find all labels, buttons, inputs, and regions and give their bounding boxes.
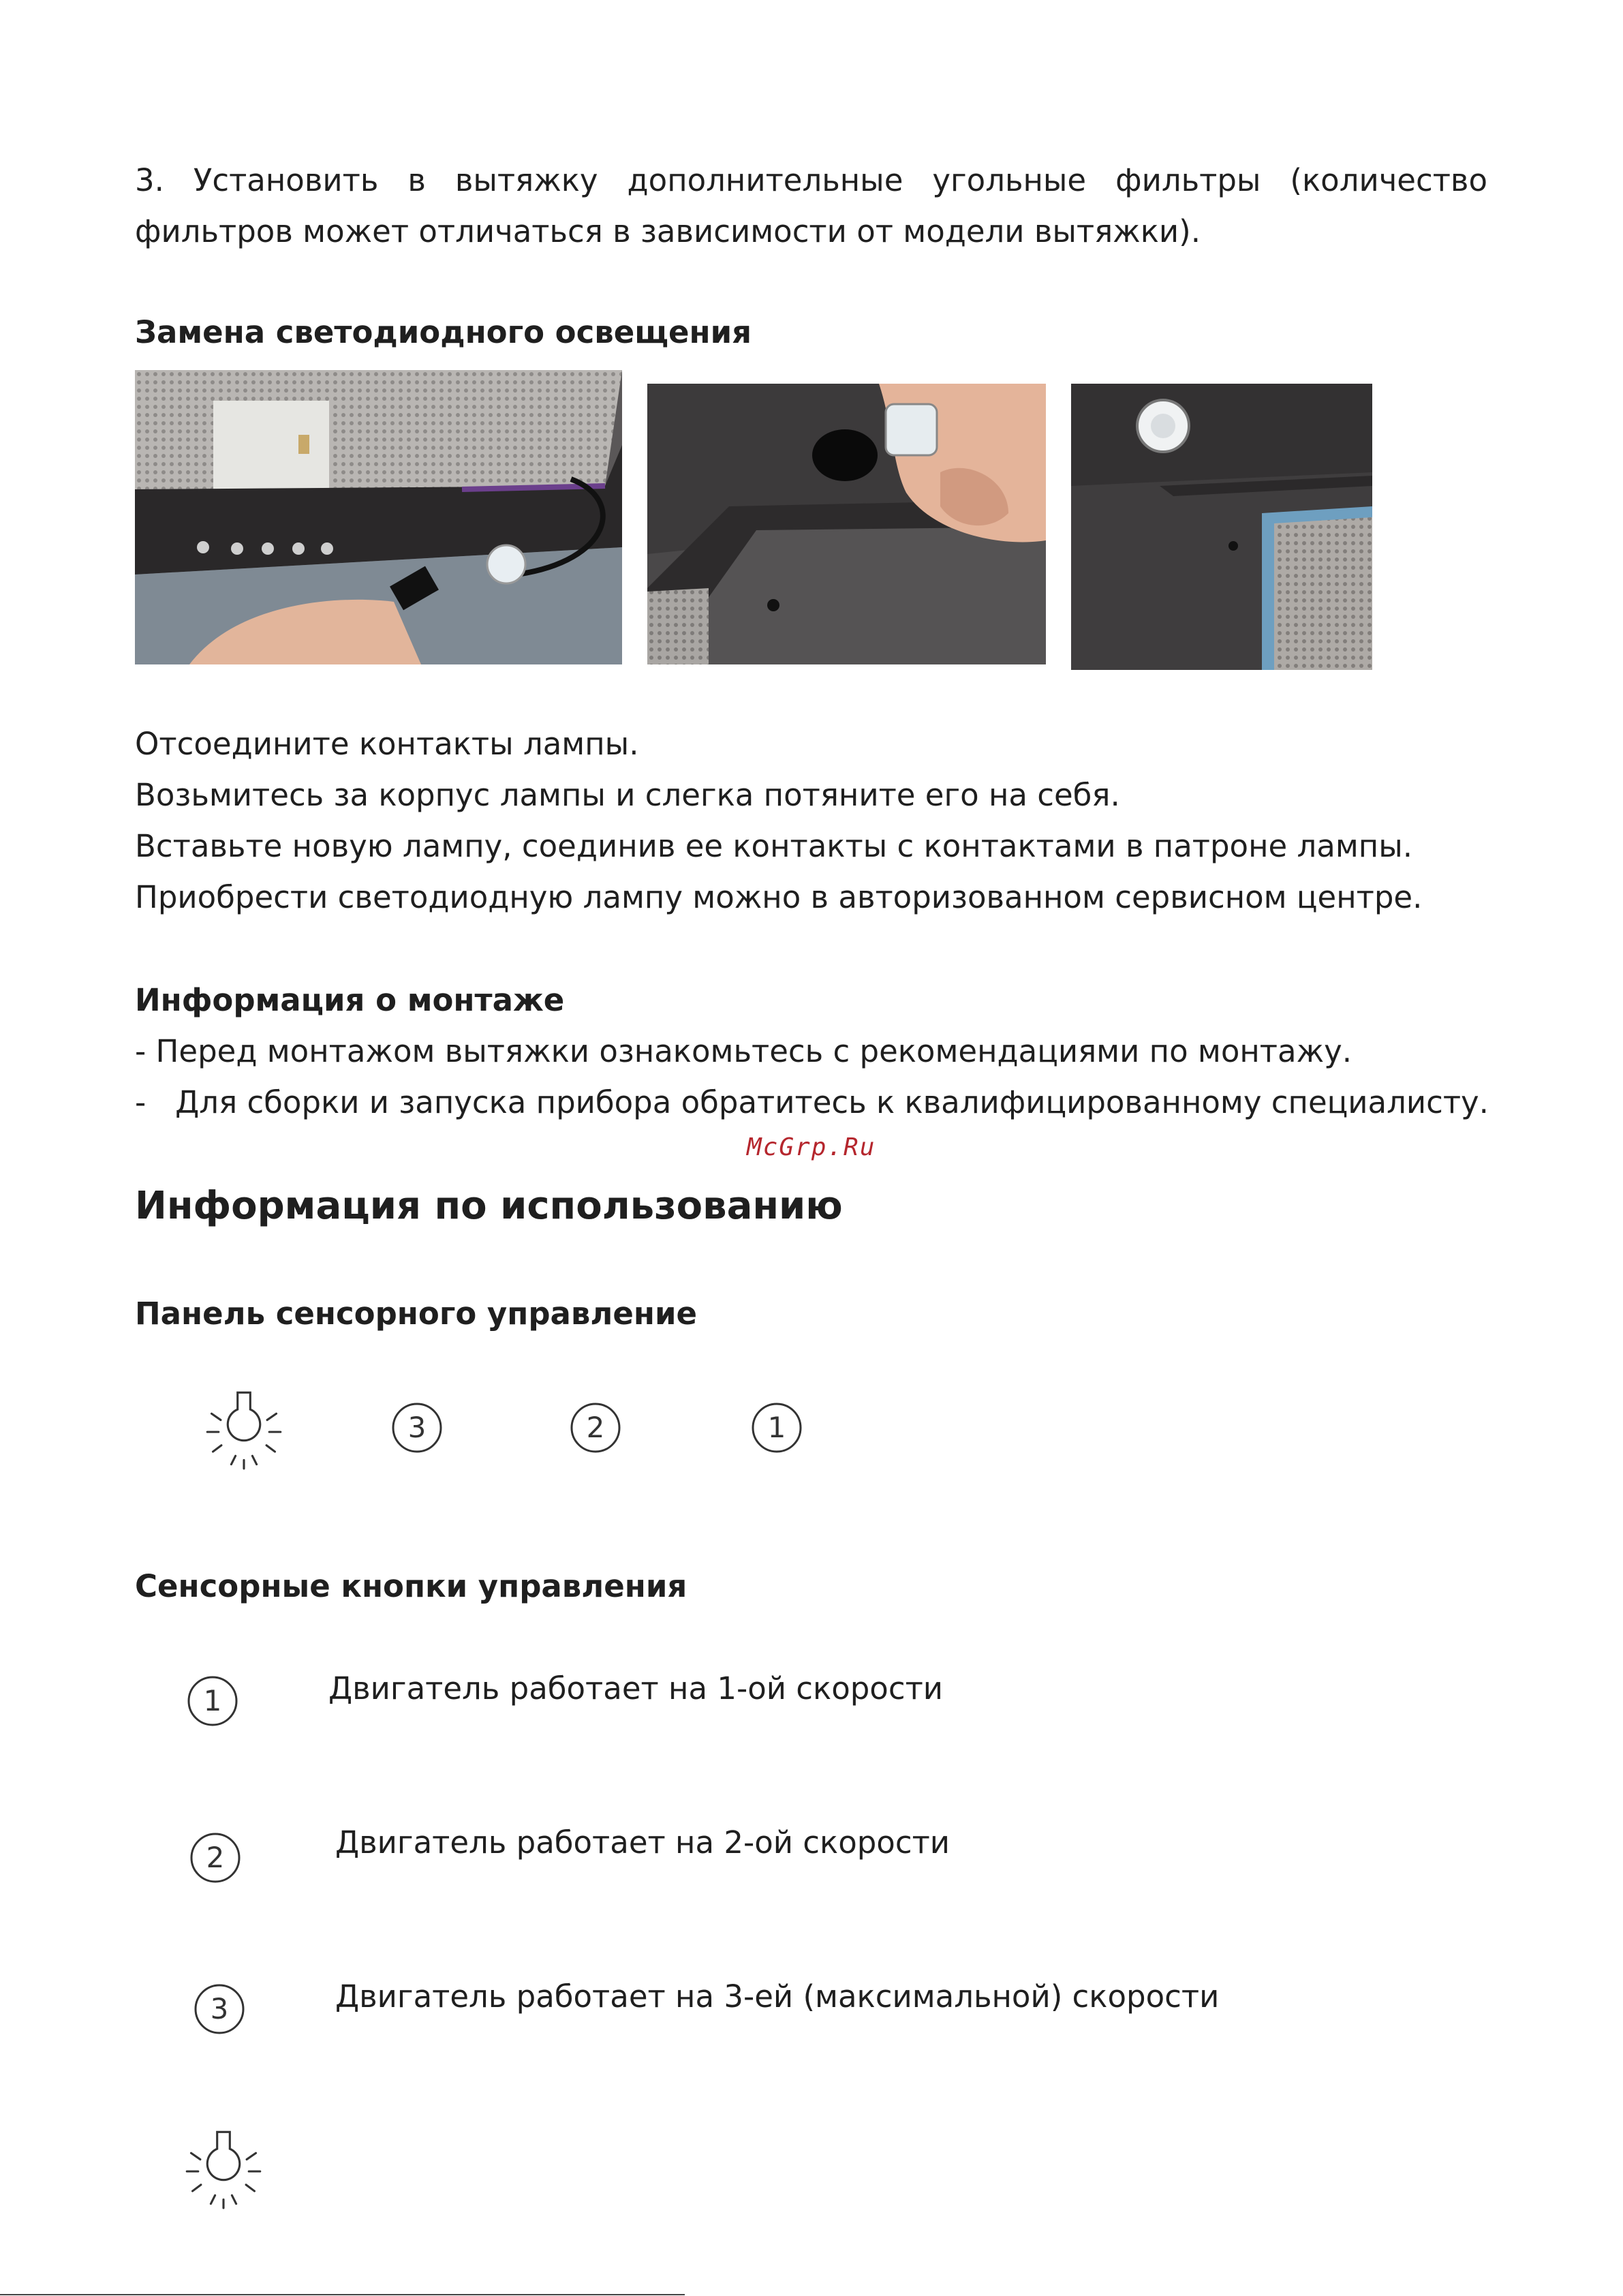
photo-lamp-installed <box>1071 384 1372 670</box>
led-replacement-heading: Замена светодиодного освещения <box>135 314 752 350</box>
speed-2-icon <box>189 1832 241 1884</box>
panel-digit-1: 1 <box>767 1411 786 1444</box>
button-digit: 3 <box>210 1992 229 2025</box>
footer-divider <box>0 2294 685 2295</box>
panel-heading: Панель сенсорного управление <box>135 1296 698 1332</box>
speed-3-icon[interactable] <box>391 1402 443 1454</box>
speed-1-description: Двигатель работает на 1-ой скорости <box>328 1670 944 1706</box>
usage-title: Информация по использованию <box>135 1184 843 1228</box>
mounting-item: - Перед монтажом вытяжки ознакомьтесь с рекомендациями по монтажу. <box>135 1033 1352 1069</box>
light-bulb-icon <box>181 2126 266 2211</box>
photo-lamp-disconnect <box>135 370 622 664</box>
speed-3-icon <box>194 1983 245 2035</box>
speed-1-icon <box>187 1675 238 1727</box>
step-3-text: 3. Установить в вытяжку дополнительные угольные фильтры (количество фильтров может отличаться в зависимости от модели вытяжки). <box>135 162 1487 249</box>
speed-2-description: Двигатель работает на 2-ой скорости <box>335 1824 950 1861</box>
speed-3-description: Двигатель работает на 3-ей (максимальной) скорости <box>335 1978 1220 2015</box>
led-step-line: Отсоедините контакты лампы. <box>135 726 639 762</box>
photo-lamp-pull <box>647 384 1046 664</box>
buttons-heading: Сенсорные кнопки управления <box>135 1568 687 1604</box>
mounting-heading: Информация о монтаже <box>135 982 565 1018</box>
led-step-line: Возьмитесь за корпус лампы и слегка потяните его на себя. <box>135 777 1120 813</box>
panel-digit-2: 2 <box>586 1411 605 1444</box>
watermark-link[interactable]: McGrp.Ru <box>747 1133 876 1161</box>
panel-digit-3: 3 <box>407 1411 427 1444</box>
light-bulb-icon[interactable] <box>202 1387 286 1471</box>
led-step-line: Приобрести светодиодную лампу можно в авторизованном сервисном центре. <box>135 879 1423 915</box>
button-digit: 1 <box>203 1684 222 1717</box>
mounting-item: - Для сборки и запуска прибора обратитесь к квалифицированному специалисту. <box>135 1084 1489 1120</box>
speed-2-icon[interactable] <box>570 1402 621 1454</box>
speed-1-icon[interactable] <box>751 1402 803 1454</box>
led-step-line: Вставьте новую лампу, соединив ее контакты с контактами в патроне лампы. <box>135 828 1413 864</box>
button-digit: 2 <box>206 1841 225 1874</box>
